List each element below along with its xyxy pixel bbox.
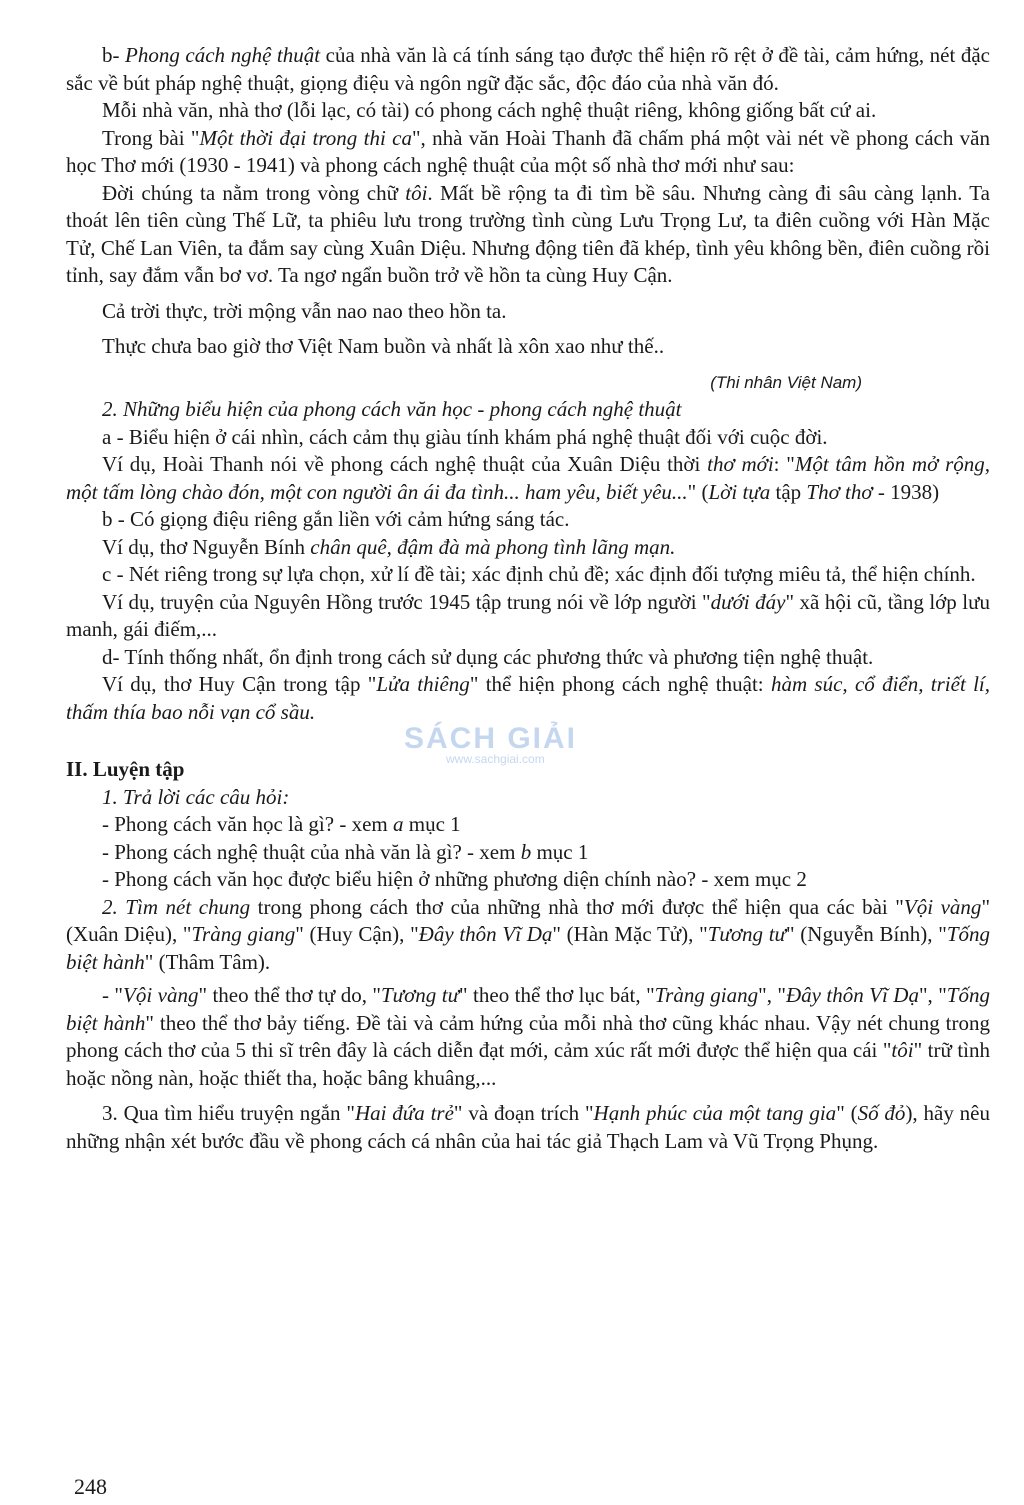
paragraph-example-nguyen-binh: Ví dụ, thơ Nguyễn Bính chân quê, đậm đà mà phong tình lãng mạn. — [102, 534, 676, 559]
paragraph-bieu-hien-d: d- Tính thống nhất, ổn định trong cách sử dụng các phương thức và phương tiện nghệ thuật. — [102, 644, 874, 669]
page-number: 248 — [74, 1474, 107, 1499]
question-1-item-a: - Phong cách văn học là gì? - xem a mục 1 — [102, 812, 461, 836]
paragraph-example-huy-can: Ví dụ, thơ Huy Cận trong tập "Lửa thiêng" thể hiện phong cách nghệ thuật: hàm súc, cổ điển, triết lí, thấm thía bao nỗi vạn cổ sầu. — [66, 672, 991, 724]
answer-2: - "Vội vàng" theo thể thơ tự do, "Tương tư" theo thể thơ lục bát, "Tràng giang", "Đây thôn Vĩ Dạ", "Tống biệt hành" theo thể thơ bảy tiếng. Đề tài và cảm hứng của mỗi nhà thơ cũng khác nhau. Vậy nét chung trong phong cách thơ của 5 thi sĩ trên đây là cách diễn đạt mới, cảm xúc rất mới được thể hiện qua cái "tôi" trữ tình hoặc nồng nàn, hoặc thiết tha, hoặc bâng khuâng,... — [66, 983, 990, 1090]
watermark-url: www.sachgiai.com — [446, 752, 545, 766]
paragraph-bieu-hien-c: c - Nét riêng trong sự lựa chọn, xử lí đề tài; xác định chủ đề; xác định đối tượng miêu tả, thể hiện chính. — [102, 562, 976, 586]
quote-source: (Thi nhân Việt Nam) — [710, 372, 862, 392]
page-content — [66, 42, 990, 1155]
question-1-item-b: - Phong cách nghệ thuật của nhà văn là gì? - xem b mục 1 — [102, 839, 589, 864]
question-3: 3. Qua tìm hiểu truyện ngắn "Hai đứa trẻ" và đoạn trích "Hạnh phúc của một tang gia" (Số đỏ), hãy nêu những nhận xét bước đầu về phong cách cá nhân của hai tác giả Thạch Lam và Vũ Trọng Phụng. — [66, 1101, 990, 1153]
paragraph-example-nguyen-hong: Ví dụ, truyện của Nguyên Hồng trước 1945 tập trung nói về lớp người "dưới đáy" xã hội cũ, tầng lớp lưu manh, gái điếm,... — [66, 589, 990, 641]
paragraph-bieu-hien-b: b - Có giọng điệu riêng gắn liền với cảm hứng sáng tác. — [102, 507, 570, 531]
paragraph-moi-nha-van: Mỗi nhà văn, nhà thơ (lỗi lạc, có tài) có phong cách nghệ thuật riêng, không giống bất cứ ai. — [102, 98, 877, 122]
paragraph-phong-cach-nghe-thuat: b- Phong cách nghệ thuật của nhà văn là cá tính sáng tạo được thể hiện rõ rệt ở đề tài, cảm hứng, nét đặc sắc về bút pháp nghệ thuật, giọng điệu và ngôn ngữ đặc sắc, độc đáo của nhà văn đó. — [66, 43, 990, 95]
question-2: 2. Tìm nét chung trong phong cách thơ của những nhà thơ mới được thể hiện qua các bài "Vội vàng" (Xuân Diệu), "Tràng giang" (Huy Cận), "Đây thôn Vĩ Dạ" (Hàn Mặc Tử), "Tương tư" (Nguyễn Bính), "Tống biệt hành" (Thâm Tâm). — [66, 894, 991, 974]
watermark-title: SÁCH GIẢI — [404, 722, 578, 755]
quote-ca-troi-thuc: Cả trời thực, trời mộng vẫn nao nao theo hồn ta. — [102, 298, 507, 323]
paragraph-bieu-hien-a: a - Biểu hiện ở cái nhìn, cách cảm thụ giàu tính khám phá nghệ thuật đối với cuộc đời. — [102, 424, 828, 449]
question-1-item-c: - Phong cách văn học được biểu hiện ở những phương diện chính nào? - xem mục 2 — [102, 867, 807, 891]
quote-thuc-chua-bao-gio: Thực chưa bao giờ thơ Việt Nam buồn và nhất là xôn xao như thế.. — [102, 334, 665, 358]
quote-doi-chung-ta: Đời chúng ta nằm trong vòng chữ tôi. Mất bề rộng ta đi tìm bề sâu. Nhưng càng đi sâu càng lạnh. Ta thoát lên tiên cùng Thế Lữ, ta phiêu lưu trong trường tình cùng Lưu Trọng Lư, ta điên cuồng với Hàn Mặc Tử, Chế Lan Viên, ta đắm say cùng Xuân Diệu. Nhưng động tiên đã khép, tình yêu không bền, điên cuồng rồi tỉnh, say đắm vẫn bơ vơ. Ta ngơ ngẩn buồn trở về hồn ta cùng Huy Cận. — [66, 180, 990, 287]
section-heading-luyen-tap: II. Luyện tập — [66, 757, 185, 781]
paragraph-hoai-thanh-intro: Trong bài "Một thời đại trong thi ca", nhà văn Hoài Thanh đã chấm phá một vài nét về phong cách văn học Thơ mới (1930 - 1941) và phong cách nghệ thuật của một số nhà thơ mới như sau: — [66, 125, 990, 177]
paragraph-example-xuan-dieu: Ví dụ, Hoài Thanh nói về phong cách nghệ thuật của Xuân Diệu thời thơ mới: "Một tâm hồn mở rộng, một tấm lòng chào đón, một con người ân ái đa tình... ham yêu, biết yêu..." (Lời tựa tập Thơ thơ - 1938) — [66, 452, 990, 504]
section-heading-bieu-hien: 2. Những biểu hiện của phong cách văn học - phong cách nghệ thuật — [102, 397, 682, 421]
question-1: 1. Trả lời các câu hỏi: — [102, 784, 290, 809]
